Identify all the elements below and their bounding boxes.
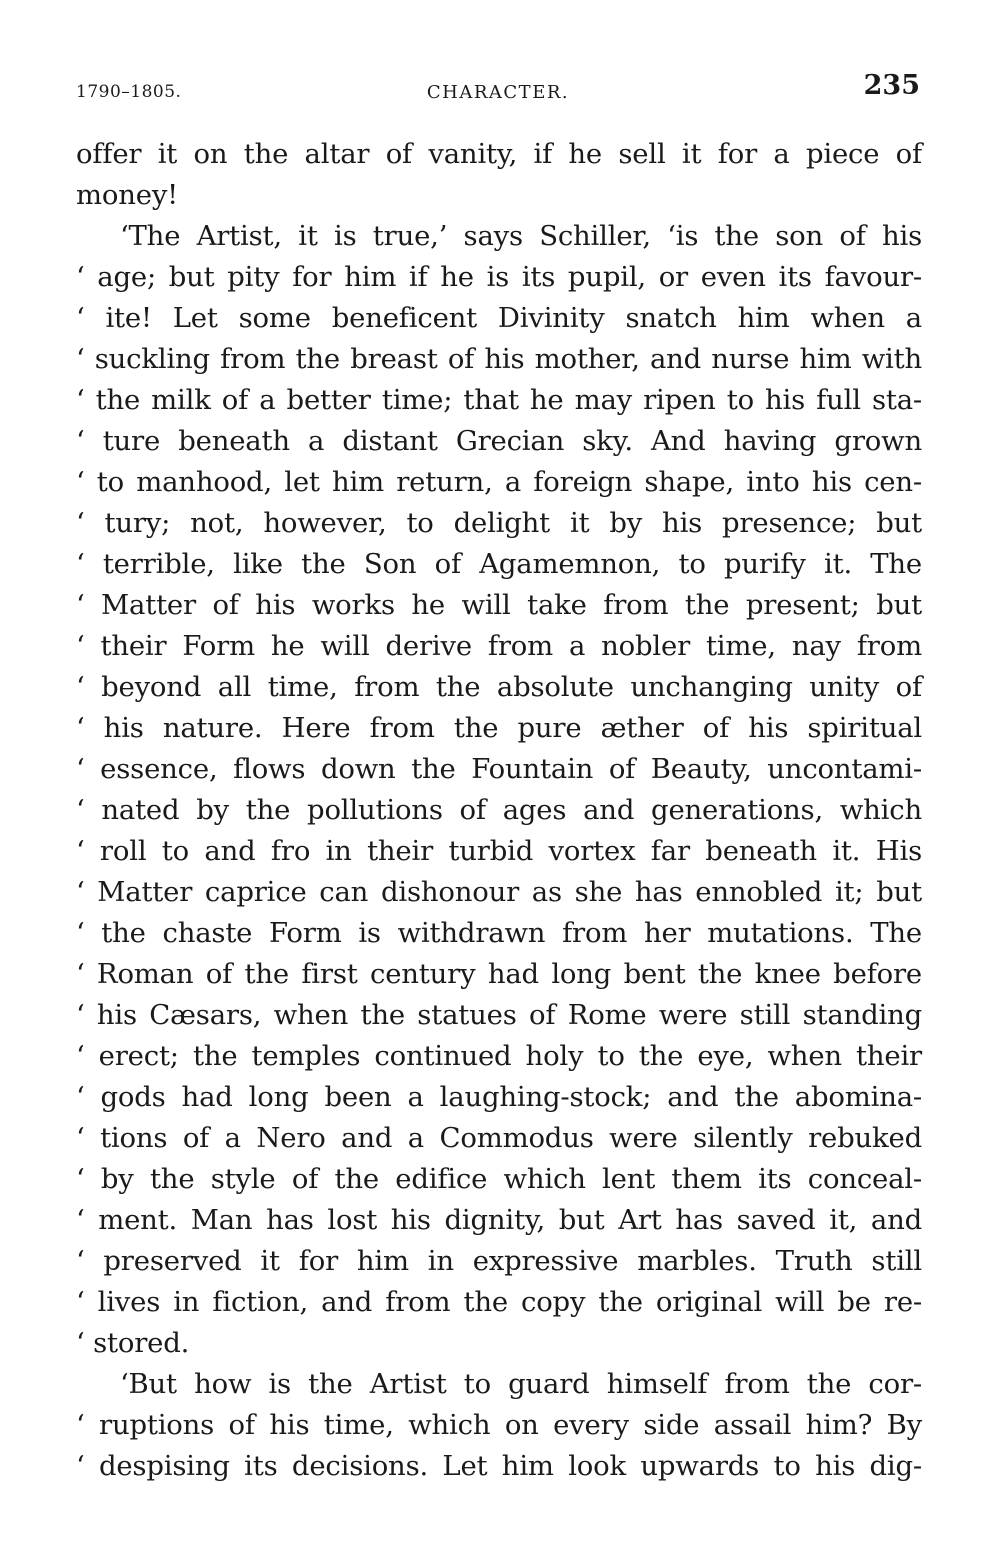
text-line: ‘ Roman of the first century had long bent the knee before (76, 958, 922, 990)
text-line: ‘ ment. Man has lost his dignity, but Art has saved it, and (76, 1204, 922, 1236)
text-line: ‘ Matter of his works he will take from the present; but (76, 589, 922, 621)
text-line: ‘ despising its decisions. Let him look upwards to his dig- (76, 1450, 922, 1482)
text-line: ‘ their Form he will derive from a nobler time, nay from (76, 630, 922, 662)
page-number: 235 (863, 70, 920, 101)
text-line: ‘ terrible, like the Son of Agamemnon, to purify it. The (76, 548, 922, 580)
text-line: ‘But how is the Artist to guard himself from the cor- (120, 1368, 922, 1400)
text-line: ‘ preserved it for him in expressive marbles. Truth still (76, 1245, 922, 1277)
text-line: ‘ gods had long been a laughing-stock; and the abomina- (76, 1081, 922, 1113)
text-line: ‘ ite! Let some beneficent Divinity snatch him when a (76, 302, 922, 334)
text-line: ‘ the chaste Form is withdrawn from her mutations. The (76, 917, 922, 949)
text-line: ‘ the milk of a better time; that he may ripen to his full sta- (76, 384, 922, 416)
text-line: ‘ tions of a Nero and a Commodus were silently rebuked (76, 1122, 922, 1154)
text-line: ‘ ture beneath a distant Grecian sky. And having grown (76, 425, 922, 457)
text-line: ‘ age; but pity for him if he is its pupil, or even its favour- (76, 261, 922, 293)
text-line: ‘ nated by the pollutions of ages and generations, which (76, 794, 922, 826)
text-line: ‘ lives in fiction, and from the copy the original will be re- (76, 1286, 922, 1318)
text-line: ‘ ruptions of his time, which on every side assail him? By (76, 1409, 922, 1441)
page-body-text (76, 134, 922, 1487)
text-line: ‘ tury; not, however, to delight it by his presence; but (76, 507, 922, 539)
text-line: ‘ beyond all time, from the absolute unchanging unity of (76, 671, 922, 703)
text-line: ‘ roll to and fro in their turbid vortex far beneath it. His (76, 835, 922, 867)
text-line: ‘ his nature. Here from the pure æther of his spiritual (76, 712, 922, 744)
text-line: ‘ to manhood, let him return, a foreign shape, into his cen- (76, 466, 922, 498)
header-running-title: CHARACTER. (426, 82, 570, 103)
text-line: ‘ stored. (76, 1327, 190, 1359)
running-header (76, 70, 920, 110)
text-line: money! (76, 179, 179, 211)
text-line: offer it on the altar of vanity, if he sell it for a piece of (76, 138, 922, 170)
text-line: ‘The Artist, it is true,’ says Schiller, ‘is the son of his (120, 220, 922, 252)
text-line: ‘ suckling from the breast of his mother, and nurse him with (76, 343, 922, 375)
text-line: ‘ essence, flows down the Fountain of Beauty, uncontami- (76, 753, 922, 785)
text-line: ‘ by the style of the edifice which lent them its conceal- (76, 1163, 922, 1195)
text-line: ‘ erect; the temples continued holy to the eye, when their (76, 1040, 922, 1072)
header-date-range: 1790–1805. (76, 82, 182, 102)
text-line: ‘ Matter caprice can dishonour as she has ennobled it; but (76, 876, 922, 908)
text-line: ‘ his Cæsars, when the statues of Rome were still standing (76, 999, 922, 1031)
